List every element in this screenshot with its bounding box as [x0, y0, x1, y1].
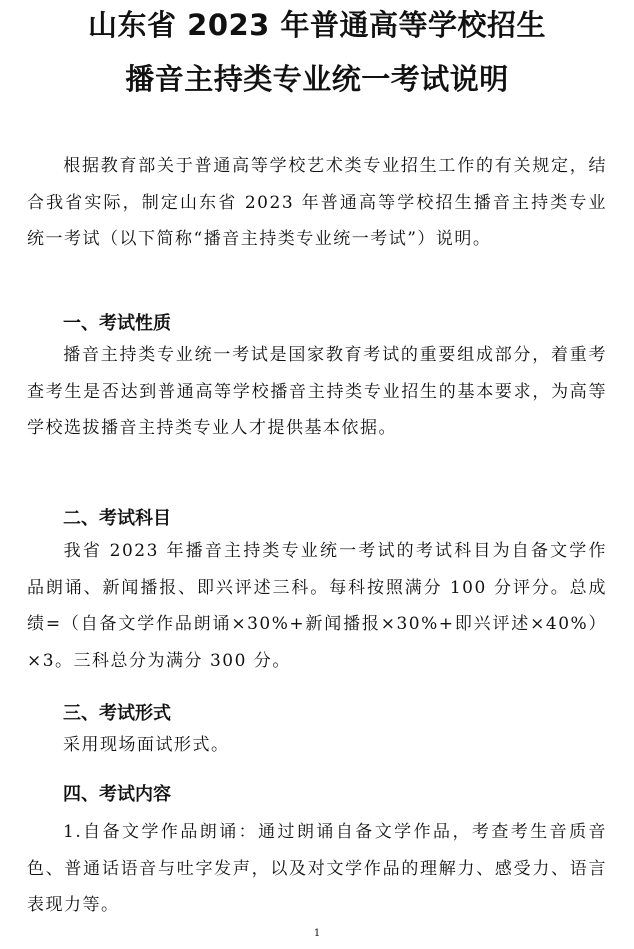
- document-title-line-2: 播音主持类专业统一考试说明: [125, 62, 509, 96]
- page-number: 1: [313, 928, 321, 939]
- intro-paragraph: [27, 148, 607, 258]
- section-body-format: [27, 727, 607, 764]
- section-body-content: [27, 814, 607, 924]
- section-text-format: 采用现场面试形式。: [63, 735, 230, 755]
- intro-text: 根据教育部关于普通高等学校艺术类专业招生工作的有关规定，结合我省实际，制定山东省 2023 年普通高等学校招生播音主持类专业统一考试（以下简称“播音主持类专业统一考试”）说明。: [27, 156, 607, 249]
- section-body-subjects: [27, 533, 607, 679]
- section-heading-content: 四、考试内容: [63, 784, 171, 805]
- section-heading-subjects: 二、考试科目: [63, 508, 171, 529]
- section-body-nature: [27, 337, 607, 447]
- section-heading-format: 三、考试形式: [63, 703, 171, 724]
- section-text-subjects: 我省 2023 年播音主持类专业统一考试的考试科目为自备文学作品朗诵、新闻播报、即兴评述三科。每科按照满分 100 分评分。总成绩=（自备文学作品朗诵×30%+新闻播报×30%+即兴评述×40%）×3。三科总分为满分 300 分。: [27, 541, 607, 671]
- document-title-line-1: 山东省 2023 年普通高等学校招生: [88, 8, 546, 42]
- section-text-nature: 播音主持类专业统一考试是国家教育考试的重要组成部分，着重考查考生是否达到普通高等学校播音主持类专业招生的基本要求，为高等学校选拔播音主持类专业人才提供基本依据。: [27, 345, 607, 438]
- section-text-content: 1.自备文学作品朗诵：通过朗诵自备文学作品，考查考生音质音色、普通话语音与吐字发声，以及对文学作品的理解力、感受力、语言表现力等。: [27, 822, 607, 915]
- section-heading-nature: 一、考试性质: [63, 313, 171, 334]
